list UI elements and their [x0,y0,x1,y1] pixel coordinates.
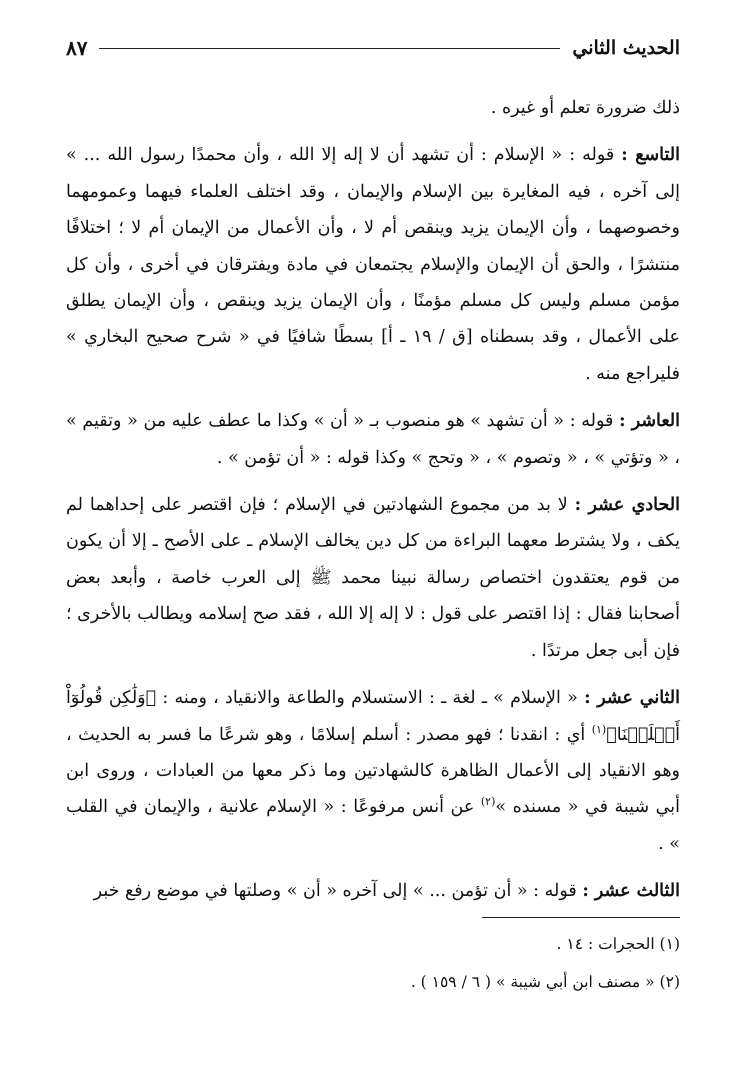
paragraph-text: لا بد من مجموع الشهادتين في الإسلام ؛ فإن اقتصر على إحداهما لم يكف ، ولا يشترط معهما البراءة من كل دين يخالف الإسلام ـ على الأصح ـ إلا أن يكون من قوم يعتقدون اختصاص رسالة نبينا محمد ﷺ إلى العرب خاصة ، وأبعد بعض أصحابنا فقال : إذا اقتصر على قول : لا إله إلا الله ، فقد صح إسلامه ويطالب بالأخرى ؛ فإن أبى جعل مرتدًا . [66,495,680,661]
paragraph-continuation [66,90,680,126]
paragraph-text: قوله : « أن تؤمن ... » إلى آخره « أن » وصلتها في موضع رفع خبر [93,881,577,902]
page-number: ٨٧ [66,36,88,60]
footnote-1: (١) الحجرات : ١٤ . [556,935,680,953]
paragraph-twelfth [66,680,680,862]
paragraph-text: « الإسلام » ـ لغة ـ : الاستسلام والطاعة والانقياد ، ومنه : ﴿وَلَٰكِن قُولُوٓاْ أَسۡلَمۡنَا﴾ [66,688,680,745]
paragraph-text: قوله : « الإسلام : أن تشهد أن لا إله إلا الله ، وأن محمدًا رسول الله ... » إلى آخره ، فيه المغايرة بين الإسلام والإيمان ، وقد اختلف العلماء فيهما وعمومهما وخصوصهما ، وأن الإيمان يزيد وينقص أم لا ، وأن الأعمال من الإيمان أم لا ؛ اختلافًا منتشرًا ، والحق أن الإيمان والإسلام يجتمعان في مادة ويفترقان في أخرى ، وأن كل مؤمن مسلم وليس كل مسلم مؤمنًا ، وأن الإيمان يزيد وينقص ، وأن الإيمان يطلق على الأعمال ، وقد بسطناه [ق / ١٩ ـ أ] بسطًا شافيًا في « شرح صحيح البخاري » فليراجع منه . [66,145,680,384]
paragraph-label: التاسع : [621,145,680,166]
footnote-2: (٢) « مصنف ابن أبي شيبة » ( ٦ / ١٥٩ ) . [410,973,680,991]
footnote-ref[interactable]: (٢) [480,795,496,809]
page-body [66,90,680,921]
paragraph-label: الثالث عشر : [582,881,680,902]
footnote-separator [482,917,680,918]
paragraph-eleventh [66,487,680,669]
footnote-ref[interactable]: (١) [591,722,607,736]
paragraph-text: ذلك ضرورة تعلم أو غيره . [490,98,680,118]
paragraph-label: العاشر : [619,411,680,432]
paragraph-label: الحادي عشر : [574,495,680,516]
paragraph-thirteenth [66,873,680,909]
footnotes [66,928,680,1004]
header-rule [99,48,560,49]
paragraph-ninth [66,137,680,392]
paragraph-text: أي : انقدنا ؛ فهو مصدر : أسلم إسلامًا ، وهو شرعًا ما فسر به الحديث ، وهو الانقياد إلى الأعمال الظاهرة كالشهادتين وما ذكر معها من العبادات ، وروى ابن أبي شيبة في « مسنده » [66,724,680,818]
paragraph-text: قوله : « أن تشهد » هو منصوب بـ « أن » وكذا ما عطف عليه من « وتقيم » ، « وتؤتي » ، « وتصوم » ، « وتحج » وكذا قوله : « أن تؤمن » . [66,411,680,468]
paragraph-tenth [66,403,680,476]
paragraph-label: الثاني عشر : [584,688,681,709]
paragraph-text: عن أنس مرفوعًا : « الإسلام علانية ، والإيمان في القلب » . [66,797,680,854]
page-header [66,30,680,66]
running-title: الحديث الثاني [572,37,680,59]
